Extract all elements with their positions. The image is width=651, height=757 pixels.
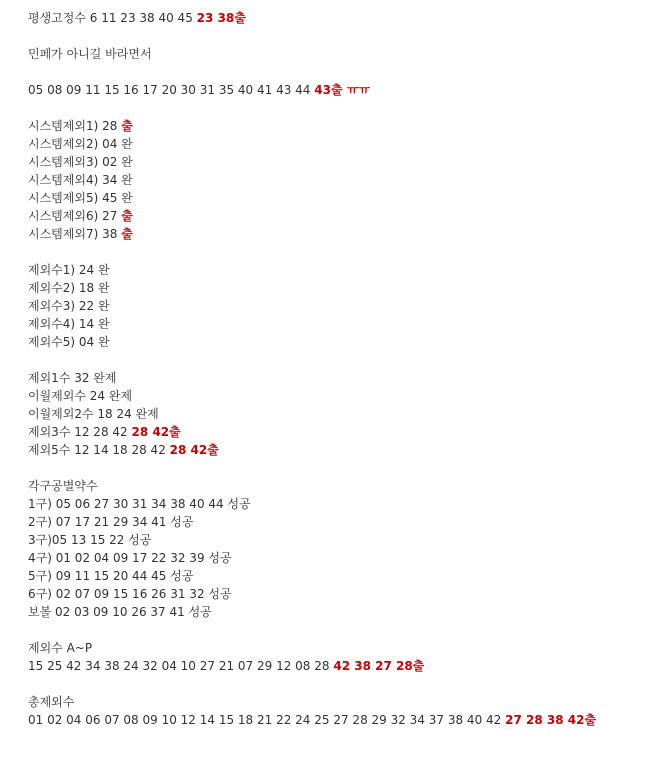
- blank-line: [28, 243, 643, 261]
- blank-line: [28, 459, 643, 477]
- line-text: 시스템제외5) 45 완: [28, 191, 133, 205]
- blank-line: [28, 99, 643, 117]
- line-text: 제외1수 32 완제: [28, 371, 117, 385]
- text-line: [28, 333, 643, 351]
- text-line: [28, 639, 643, 657]
- blank-line: [28, 621, 643, 639]
- line-text: 01 02 04 06 07 08 09 10 12 14 15 18 21 22 24 25 27 28 29 32 34 37 38 40 42: [28, 713, 506, 727]
- line-text: 시스템제외4) 34 완: [28, 173, 133, 187]
- line-text: 제외수3) 22 완: [28, 299, 110, 313]
- text-line: [28, 189, 643, 207]
- text-line: [28, 369, 643, 387]
- line-text: 제외5수 12 14 18 28 42: [28, 443, 170, 457]
- line-text: 제외수1) 24 완: [28, 263, 110, 277]
- line-text: 제외3수 12 28 42: [28, 425, 132, 439]
- line-text: 민페가 아니길 바라면서: [28, 47, 152, 61]
- result-highlight: 23 38출: [196, 11, 246, 25]
- text-line: [28, 279, 643, 297]
- line-text: 6구) 02 07 09 15 16 26 31 32 성공: [28, 587, 232, 601]
- text-line: [28, 135, 643, 153]
- line-text: 1구) 05 06 27 30 31 34 38 40 44 성공: [28, 497, 251, 511]
- text-line: [28, 711, 643, 729]
- line-text: 제외수5) 04 완: [28, 335, 110, 349]
- text-line: [28, 45, 643, 63]
- text-line: [28, 387, 643, 405]
- line-text: 시스템제외1) 28: [28, 119, 122, 133]
- text-line: [28, 207, 643, 225]
- text-line: [28, 495, 643, 513]
- text-line: [28, 153, 643, 171]
- line-text: 시스템제외7) 38: [28, 227, 122, 241]
- text-line: [28, 657, 643, 675]
- line-text: 4구) 01 02 04 09 17 22 32 39 성공: [28, 551, 232, 565]
- text-line: [28, 567, 643, 585]
- line-text: 시스템제외2) 04 완: [28, 137, 133, 151]
- line-text: 3구)05 13 15 22 성공: [28, 533, 152, 547]
- line-text: 시스템제외6) 27: [28, 209, 122, 223]
- text-line: [28, 297, 643, 315]
- line-text: 총제외수: [28, 695, 75, 709]
- text-line: [28, 603, 643, 621]
- line-text: 2구) 07 17 21 29 34 41 성공: [28, 515, 194, 529]
- text-line: [28, 261, 643, 279]
- result-highlight: 출: [121, 227, 133, 241]
- result-highlight: 28 42출: [131, 425, 181, 439]
- text-line: [28, 585, 643, 603]
- line-text: 5구) 09 11 15 20 44 45 성공: [28, 569, 194, 583]
- text-line: [28, 9, 643, 27]
- blank-line: [28, 351, 643, 369]
- text-line: [28, 477, 643, 495]
- line-text: 15 25 42 34 38 24 32 04 10 27 21 07 29 12 08 28: [28, 659, 334, 673]
- line-text: 보볼 02 03 09 10 26 37 41 성공: [28, 605, 212, 619]
- text-line: [28, 423, 643, 441]
- line-text: 제외수4) 14 완: [28, 317, 110, 331]
- line-text: 제외수 A~P: [28, 641, 93, 655]
- line-text: 시스템제외3) 02 완: [28, 155, 133, 169]
- post-body: [28, 9, 643, 729]
- text-line: [28, 549, 643, 567]
- text-line: [28, 315, 643, 333]
- blank-line: [28, 675, 643, 693]
- result-highlight: 출: [121, 209, 133, 223]
- result-highlight: 43출 ㅠㅠ: [314, 83, 370, 97]
- text-line: [28, 441, 643, 459]
- result-highlight: 27 28 38 42출: [505, 713, 597, 727]
- text-line: [28, 693, 643, 711]
- blank-line: [28, 27, 643, 45]
- text-line: [28, 225, 643, 243]
- result-highlight: 42 38 27 28출: [333, 659, 425, 673]
- line-text: 평생고정수 6 11 23 38 40 45: [28, 11, 197, 25]
- text-line: [28, 81, 643, 99]
- text-line: [28, 405, 643, 423]
- text-line: [28, 531, 643, 549]
- blank-line: [28, 63, 643, 81]
- result-highlight: 출: [121, 119, 133, 133]
- result-highlight: 28 42출: [169, 443, 219, 457]
- text-line: [28, 117, 643, 135]
- line-text: 이월제외수 24 완제: [28, 389, 133, 403]
- line-text: 05 08 09 11 15 16 17 20 30 31 35 40 41 43 44: [28, 83, 315, 97]
- line-text: 이월제외2수 18 24 완제: [28, 407, 159, 421]
- text-line: [28, 171, 643, 189]
- line-text: 제외수2) 18 완: [28, 281, 110, 295]
- text-line: [28, 513, 643, 531]
- line-text: 각구공별약수: [28, 479, 98, 493]
